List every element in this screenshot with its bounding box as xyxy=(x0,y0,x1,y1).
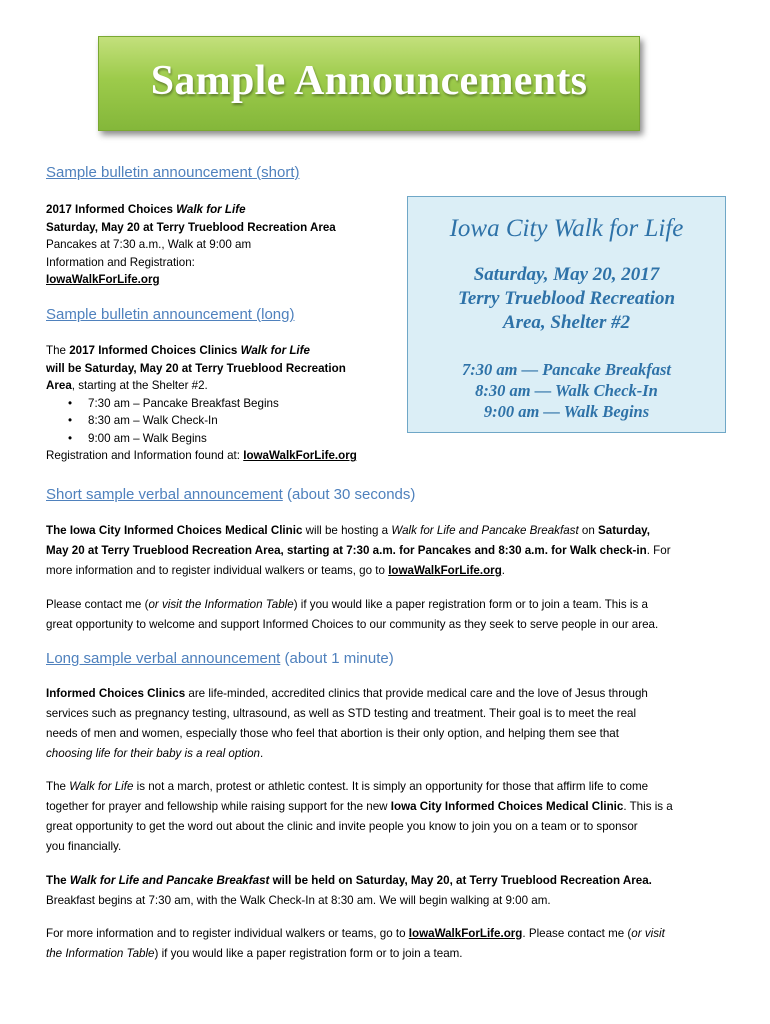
short-bulletin-event: Walk for Life xyxy=(176,203,246,216)
italic-run: Walk for Life xyxy=(69,780,134,793)
text-run: more information and to register individual walkers or teams, go to xyxy=(46,564,389,577)
long-bulletin-the: The xyxy=(46,344,70,357)
text-run: are life-minded, accredited clinics that provide medical care and the love of Jesus through xyxy=(185,687,648,700)
box-title: Iowa City Walk for Life xyxy=(449,215,684,242)
event-info-box xyxy=(407,196,726,433)
text-run: For more information and to register individual walkers or teams, go to xyxy=(46,927,409,940)
text-run: Please contact me ( xyxy=(46,598,149,611)
short-bulletin-date-place: Saturday, May 20 at Terry Trueblood Recreation Area xyxy=(46,220,336,234)
text-run: will be hosting a xyxy=(302,524,392,537)
event-name: Walk for Life and Pancake Breakfast xyxy=(69,874,270,887)
long-verbal-paragraph-2 xyxy=(46,777,730,857)
date-details: May 20 at Terry Trueblood Recreation Area, starting at 7:30 a.m. for Pancakes and 8:30 a.m. for Walk check-in xyxy=(46,544,647,557)
page-title: Sample Announcements xyxy=(150,57,588,104)
short-bulletin-heading xyxy=(46,164,299,181)
long-bulletin-heading-text: Sample bulletin announcement (long) xyxy=(46,306,295,323)
clinics-name: Informed Choices Clinics xyxy=(46,687,186,700)
text-run: ) if you would like a paper registration form or to join a team. This is a xyxy=(293,598,648,611)
list-item: • 9:00 am – Walk Begins xyxy=(66,430,406,448)
clinic-name: Iowa City Informed Choices Medical Clinic xyxy=(390,800,624,813)
bold-run: will be held on Saturday, May 20, at Terry Trueblood Recreation Area. xyxy=(269,874,652,887)
short-verbal-heading xyxy=(46,486,415,503)
box-location-line: Terry Trueblood Recreation xyxy=(457,288,676,309)
long-bulletin-date: will be Saturday, May 20 at Terry Trueblood Recreation xyxy=(46,361,346,375)
short-bulletin-info-label: Information and Registration: xyxy=(46,255,195,269)
text-run: is not a march, protest or athletic contest. It is simply an opportunity for those that affirm life to come xyxy=(133,780,649,793)
clinic-name: The Iowa City Informed Choices Medical Clinic xyxy=(46,524,303,537)
text-line: you financially. xyxy=(46,840,122,853)
long-verbal-duration: (about 1 minute) xyxy=(280,650,394,667)
list-item: • 8:30 am – Walk Check-In xyxy=(66,412,406,430)
list-item: • 7:30 am – Pancake Breakfast Begins xyxy=(66,395,406,413)
text-line: great opportunity to get the word out about the clinic and invite people you know to join you on a team or to sponsor xyxy=(46,820,638,833)
text-run: . This is a xyxy=(623,800,673,813)
long-verbal-link[interactable]: IowaWalkForLife.org xyxy=(408,927,523,940)
italic-run: or visit the Information Table xyxy=(148,598,294,611)
short-bulletin-link[interactable]: IowaWalkForLife.org xyxy=(46,273,160,286)
text-run: on xyxy=(578,524,599,537)
box-date-location xyxy=(408,263,725,335)
short-verbal-paragraph-1 xyxy=(46,521,730,581)
text-line: services such as pregnancy testing, ultrasound, as well as STD testing and treatment. Their goal is to meet the real xyxy=(46,707,637,720)
text-run: . Please contact me ( xyxy=(522,927,632,940)
short-bulletin-org: 2017 Informed Choices xyxy=(46,203,177,216)
title-banner xyxy=(98,36,640,131)
long-verbal-paragraph-4 xyxy=(46,924,730,964)
text-line: great opportunity to welcome and support Informed Choices to our community as they seek to serve people in our area. xyxy=(46,618,659,631)
short-bulletin-heading-text: Sample bulletin announcement (short) xyxy=(46,164,300,181)
short-verbal-paragraph-2 xyxy=(46,595,730,635)
box-shelter-line: Area, Shelter #2 xyxy=(502,312,631,333)
long-bulletin-shelter: , starting at the Shelter #2. xyxy=(71,379,208,392)
long-bulletin-link[interactable]: IowaWalkForLife.org xyxy=(243,449,357,462)
italic-run: or visit xyxy=(631,927,665,940)
text-run: . xyxy=(259,747,264,760)
long-bulletin-heading xyxy=(46,306,295,323)
box-date-line: Saturday, May 20, 2017 xyxy=(473,264,660,285)
bold-run: The xyxy=(46,874,70,887)
long-verbal-heading xyxy=(46,650,394,667)
italic-run: choosing life for their baby is a real option xyxy=(46,747,260,760)
text-run: . For xyxy=(646,544,671,557)
italic-run: the Information Table xyxy=(46,947,155,960)
long-verbal-paragraph-3 xyxy=(46,871,730,911)
long-bulletin-body xyxy=(46,342,406,465)
text-run: ) if you would like a paper registration form or to join a team. xyxy=(154,947,463,960)
short-bulletin-line1 xyxy=(46,201,336,219)
box-time-line: 9:00 am — Walk Begins xyxy=(483,402,650,421)
event-name: Walk for Life and Pancake Breakfast xyxy=(391,524,579,537)
short-verbal-heading-text: Short sample verbal announcement xyxy=(46,486,283,503)
long-bulletin-area: Area xyxy=(46,379,72,392)
long-bulletin-org: 2017 Informed Choices Clinics xyxy=(69,344,241,357)
text-run: together for prayer and fellowship while raising support for the new xyxy=(46,800,391,813)
short-bulletin-body xyxy=(46,201,336,289)
long-bulletin-schedule xyxy=(46,395,406,448)
long-bulletin-footer-label: Registration and Information found at: xyxy=(46,449,244,462)
box-schedule xyxy=(408,359,725,422)
box-time-line: 8:30 am — Walk Check-In xyxy=(475,381,658,400)
short-verbal-duration: (about 30 seconds) xyxy=(282,486,416,503)
text-run: The xyxy=(46,780,70,793)
text-run: . xyxy=(501,564,506,577)
date-text: Saturday, xyxy=(598,524,650,537)
long-bulletin-event: Walk for Life xyxy=(240,344,310,357)
short-bulletin-times: Pancakes at 7:30 a.m., Walk at 9:00 am xyxy=(46,238,252,251)
text-line: Breakfast begins at 7:30 am, with the Walk Check-In at 8:30 am. We will begin walking at 9:00 am. xyxy=(46,894,551,907)
short-verbal-link[interactable]: IowaWalkForLife.org xyxy=(388,564,502,577)
box-time-line: 7:30 am — Pancake Breakfast xyxy=(462,360,671,379)
long-verbal-paragraph-1 xyxy=(46,684,730,764)
long-verbal-heading-text: Long sample verbal announcement xyxy=(46,650,281,667)
text-line: needs of men and women, especially those who feel that abortion is their only option, and helping them see that xyxy=(46,727,619,740)
